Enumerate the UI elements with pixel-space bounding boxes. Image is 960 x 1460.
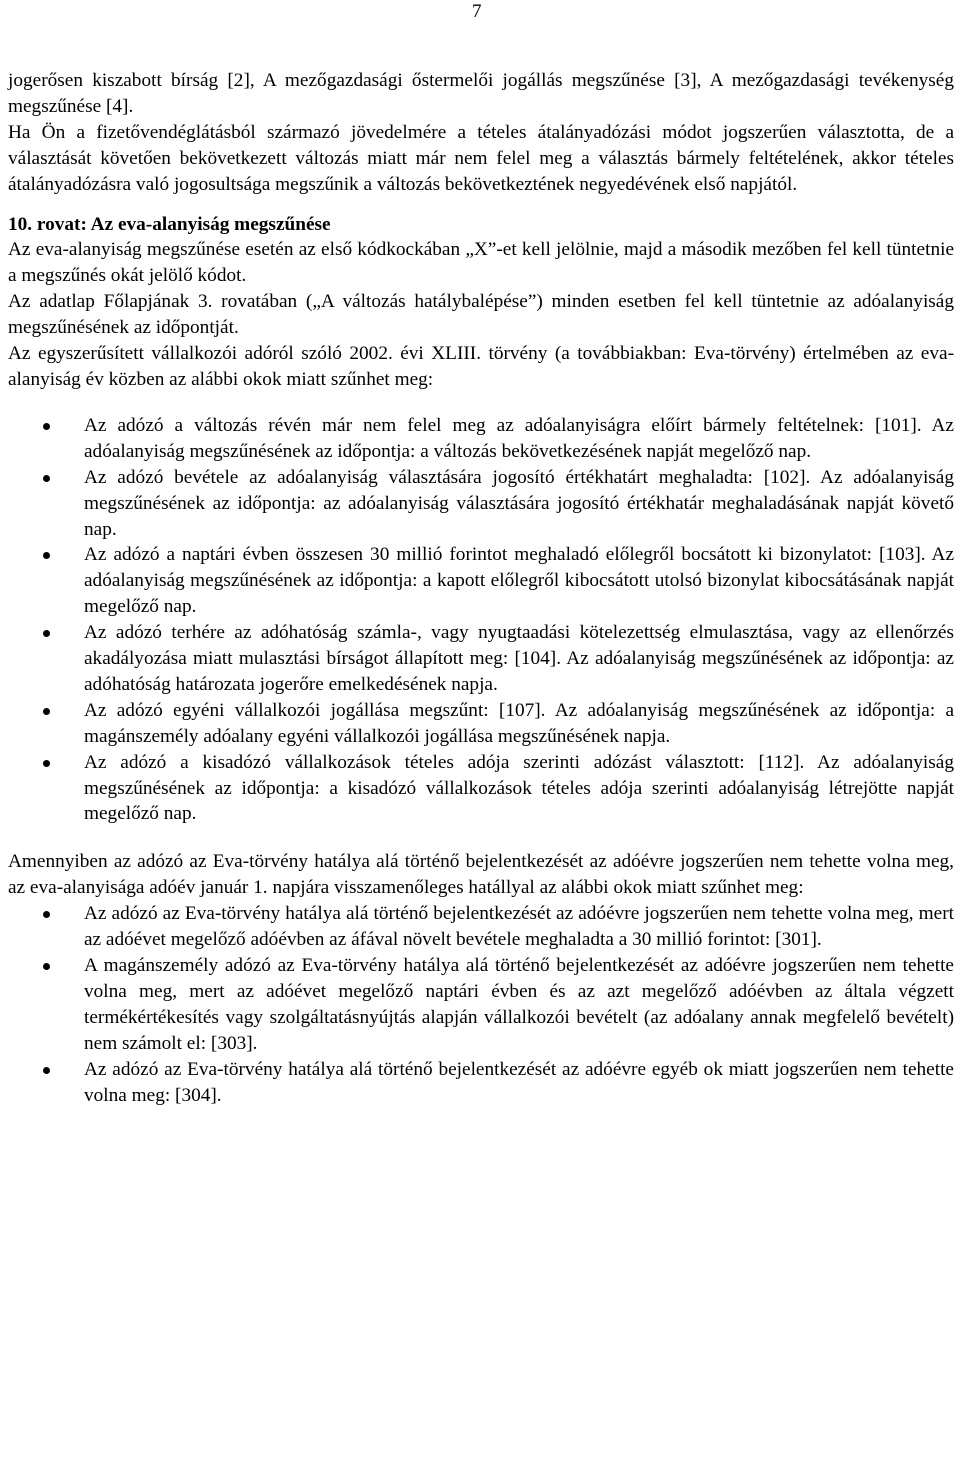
bullet-icon xyxy=(43,1067,50,1074)
list-item: Az adózó a változás révén már nem felel meg az adóalanyiságra előírt bármely feltételnek: [101]. Az adóalanyiság megszűnésének az időpontja: a változás bekövetkezésének napját megelőző nap. xyxy=(8,413,954,465)
list-item: Az adózó az Eva-törvény hatálya alá történő bejelentkezését az adóévre egyéb ok miatt jogszerűen nem tehette volna meg: [304]. xyxy=(8,1057,954,1109)
bullet-icon xyxy=(43,552,50,559)
page-number: 7 xyxy=(472,1,482,22)
list-item: Az adózó a kisadózó vállalkozások tételes adója szerinti adózást választott: [112]. Az adóalanyiság megszűnésének az időpontja: a kisadózó vállalkozások tételes adója szerinti adóalanyiság létrejötte napját megelőző nap. xyxy=(8,750,954,828)
bullet-icon xyxy=(43,760,50,767)
list-item: Az adózó egyéni vállalkozói jogállása megszűnt: [107]. Az adóalanyiság megszűnésének az időpontja: a magánszemély adóalany egyéni vállalkozói jogállása megszűnésének napja. xyxy=(8,698,954,750)
retroactive-reasons-list xyxy=(8,901,954,1108)
list-item: Az adózó terhére az adóhatóság számla-, vagy nyugtaadási kötelezettség elmulasztása, vagy az ellenőrzés akadályozása miatt mulasztási bírságot állapított meg: [104]. Az adóalanyiság megszűnésének az időpontja: az adóhatóság határozata jogerőre emelkedésének napja. xyxy=(8,620,954,698)
intro-paragraph-2: Ha Ön a fizetővendéglátásból származó jövedelmére a tételes átalányadózási módot jogszerűen választotta, de a választását követően bekövetkezett változás miatt már nem felel meg a választás bármely feltételének, akkor tételes átalányadózásra való jogosultsága megszűnik a változás bekövetkeztének negyedévének első napjától. xyxy=(8,121,954,195)
section-paragraph-2: Az adatlap Főlapjának 3. rovatában („A változás hatálybalépése”) minden esetben fel kell tüntetnie az adóalanyiság megszűnésének az időpontját. xyxy=(8,291,954,339)
section-paragraph-1: Az eva-alanyiság megszűnése esetén az első kódkockában „X”-et kell jelölnie, majd a második mezőben fel kell tüntetnie a megszűnés okát jelölő kódot. xyxy=(8,239,954,287)
list-item: A magánszemély adózó az Eva-törvény hatálya alá történő bejelentkezését az adóévre jogszerűen nem tehette volna meg, mert az adóévet megelőző naptári évben és az azt megelőző adóévben az általa végzett termékértékesítés vagy szolgáltatásnyújtás alapján vállalkozói bevételt (az adóalany annak megfelelő bevételt) nem számolt el: [303]. xyxy=(8,953,954,1057)
section-heading: 10. rovat: Az eva-alanyiság megszűnése xyxy=(8,213,331,235)
bullet-icon xyxy=(43,708,50,715)
bullet-icon xyxy=(43,911,50,918)
intro-paragraph-1: jogerősen kiszabott bírság [2], A mezőgazdasági őstermelői jogállás megszűnése [3], A mezőgazdasági tevékenység megszűnése [4]. xyxy=(8,70,954,117)
list-item: Az adózó a naptári évben összesen 30 millió forintot meghaladó előlegről bocsátott ki bizonylatot: [103]. Az adóalanyiság megszűnésének az időpontja: a kapott előlegről kibocsátott utolsó bizonylat kibocsátásának napját megelőző nap. xyxy=(8,542,954,620)
bullet-icon xyxy=(43,423,50,430)
page-content xyxy=(8,68,954,1108)
termination-reasons-list xyxy=(8,413,954,828)
list-item: Az adózó bevétele az adóalanyiság választására jogosító értékhatárt meghaladta: [102]. Az adóalanyiság megszűnésének az időpontja: az adóalanyiság választására jogosító értékhatár meghaladásának napját követő nap. xyxy=(8,465,954,543)
bullet-icon xyxy=(43,475,50,482)
bullet-icon xyxy=(43,630,50,637)
list-item: Az adózó az Eva-törvény hatálya alá történő bejelentkezését az adóévre jogszerűen nem tehette volna meg, mert az adóévet megelőző adóévben az áfával növelt bevétele meghaladta a 30 millió forintot: [301]. xyxy=(8,901,954,953)
retroactive-paragraph: Amennyiben az adózó az Eva-törvény hatálya alá történő bejelentkezését az adóévre jogszerűen nem tehette volna meg, az eva-alanyisága adóév január 1. napjára visszamenőleges hatállyal az alábbi okok miatt szűnhet meg: xyxy=(8,851,954,899)
section-paragraph-3: Az egyszerűsített vállalkozói adóról szóló 2002. évi XLIII. törvény (a továbbiakban: Eva-törvény) értelmében az eva-alanyiság év közben az alábbi okok miatt szűnhet meg: xyxy=(8,343,954,390)
bullet-icon xyxy=(43,963,50,970)
